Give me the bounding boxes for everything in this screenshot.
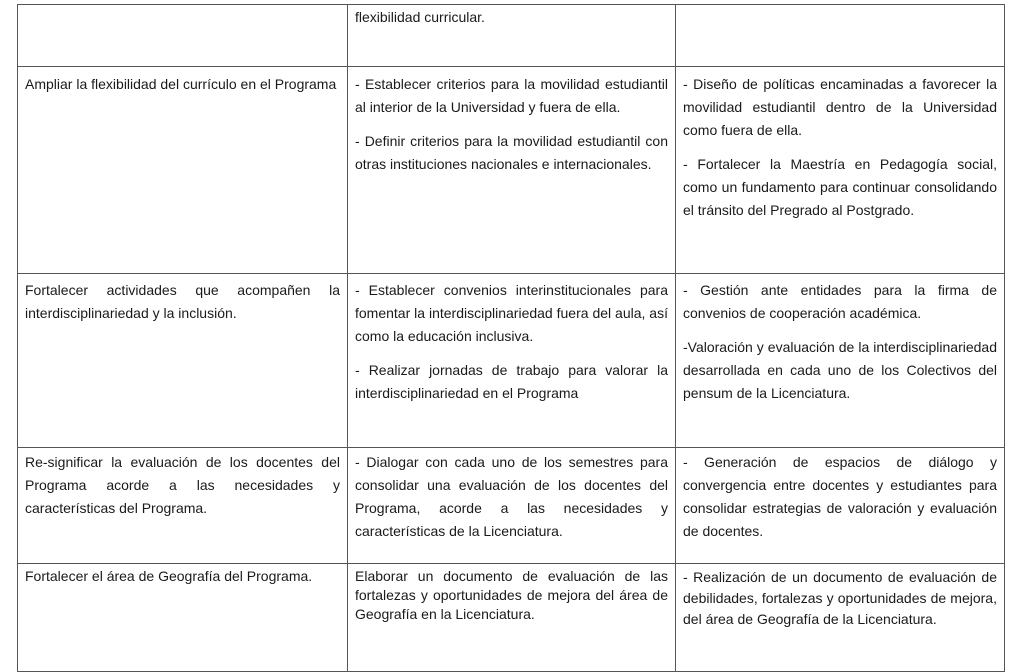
actions-cell <box>348 564 676 672</box>
objective-cell: Re-significar la evaluación de los docentes del Programa acorde a las necesidades y características del Programa. <box>18 448 348 564</box>
strategies-cell <box>676 564 1005 672</box>
action-item: - Establecer convenios interinstitucionales para fomentar la interdisciplinariedad fuera del aula, así como la educación inclusiva. <box>355 282 668 344</box>
actions-cell <box>348 274 676 448</box>
action-item: Elaborar un documento de evaluación de las fortalezas y oportunidades de mejora del área de Geografía en la Licenciatura. <box>355 568 668 622</box>
strategy-item: - Realización de un documento de evaluación de debilidades, fortalezas y oportunidades de mejora, del área de Geografía de la Licenciatura. <box>683 569 997 627</box>
table-row <box>18 274 1005 448</box>
objective-cell: Fortalecer el área de Geografía del Programa. <box>18 564 348 672</box>
actions-cell <box>348 67 676 274</box>
strategies-cell <box>676 448 1005 564</box>
action-item: - Realizar jornadas de trabajo para valorar la interdisciplinariedad en el Programa <box>355 362 668 401</box>
table-row <box>18 67 1005 274</box>
plan-table <box>17 4 1005 672</box>
strategy-item: - Gestión ante entidades para la firma de convenios de cooperación académica. <box>683 282 997 321</box>
actions-cell <box>348 448 676 564</box>
strategies-cell <box>676 5 1005 67</box>
strategies-cell <box>676 274 1005 448</box>
actions-cell <box>348 5 676 67</box>
strategy-item: - Fortalecer la Maestría en Pedagogía social, como un fundamento para continuar consolidando el tránsito del Pregrado al Postgrado. <box>683 156 997 218</box>
table-row <box>18 564 1005 672</box>
objective-cell <box>18 5 348 67</box>
strategies-cell <box>676 67 1005 274</box>
objective-cell: Fortalecer actividades que acompañen la interdisciplinariedad y la inclusión. <box>18 274 348 448</box>
action-item: flexibilidad curricular. <box>355 9 485 25</box>
objective-cell: Ampliar la flexibilidad del currículo en el Programa <box>18 67 348 274</box>
strategy-item: - Generación de espacios de diálogo y convergencia entre docentes y estudiantes para consolidar estrategias de valoración y evaluación de docentes. <box>683 454 997 539</box>
strategy-item: - Diseño de políticas encaminadas a favorecer la movilidad estudiantil dentro de la Universidad como fuera de ella. <box>683 76 997 138</box>
action-item: - Dialogar con cada uno de los semestres para consolidar una evaluación de los docentes del Programa, acorde a las necesidades y características de la Licenciatura. <box>355 454 668 539</box>
table-row <box>18 448 1005 564</box>
strategy-item: -Valoración y evaluación de la interdisciplinariedad desarrollada en cada uno de los Colectivos del pensum de la Licenciatura. <box>683 339 997 401</box>
table-row <box>18 5 1005 67</box>
action-item: - Establecer criterios para la movilidad estudiantil al interior de la Universidad y fuera de ella. <box>355 76 668 115</box>
action-item: - Definir criterios para la movilidad estudiantil con otras instituciones nacionales e internacionales. <box>355 133 668 172</box>
